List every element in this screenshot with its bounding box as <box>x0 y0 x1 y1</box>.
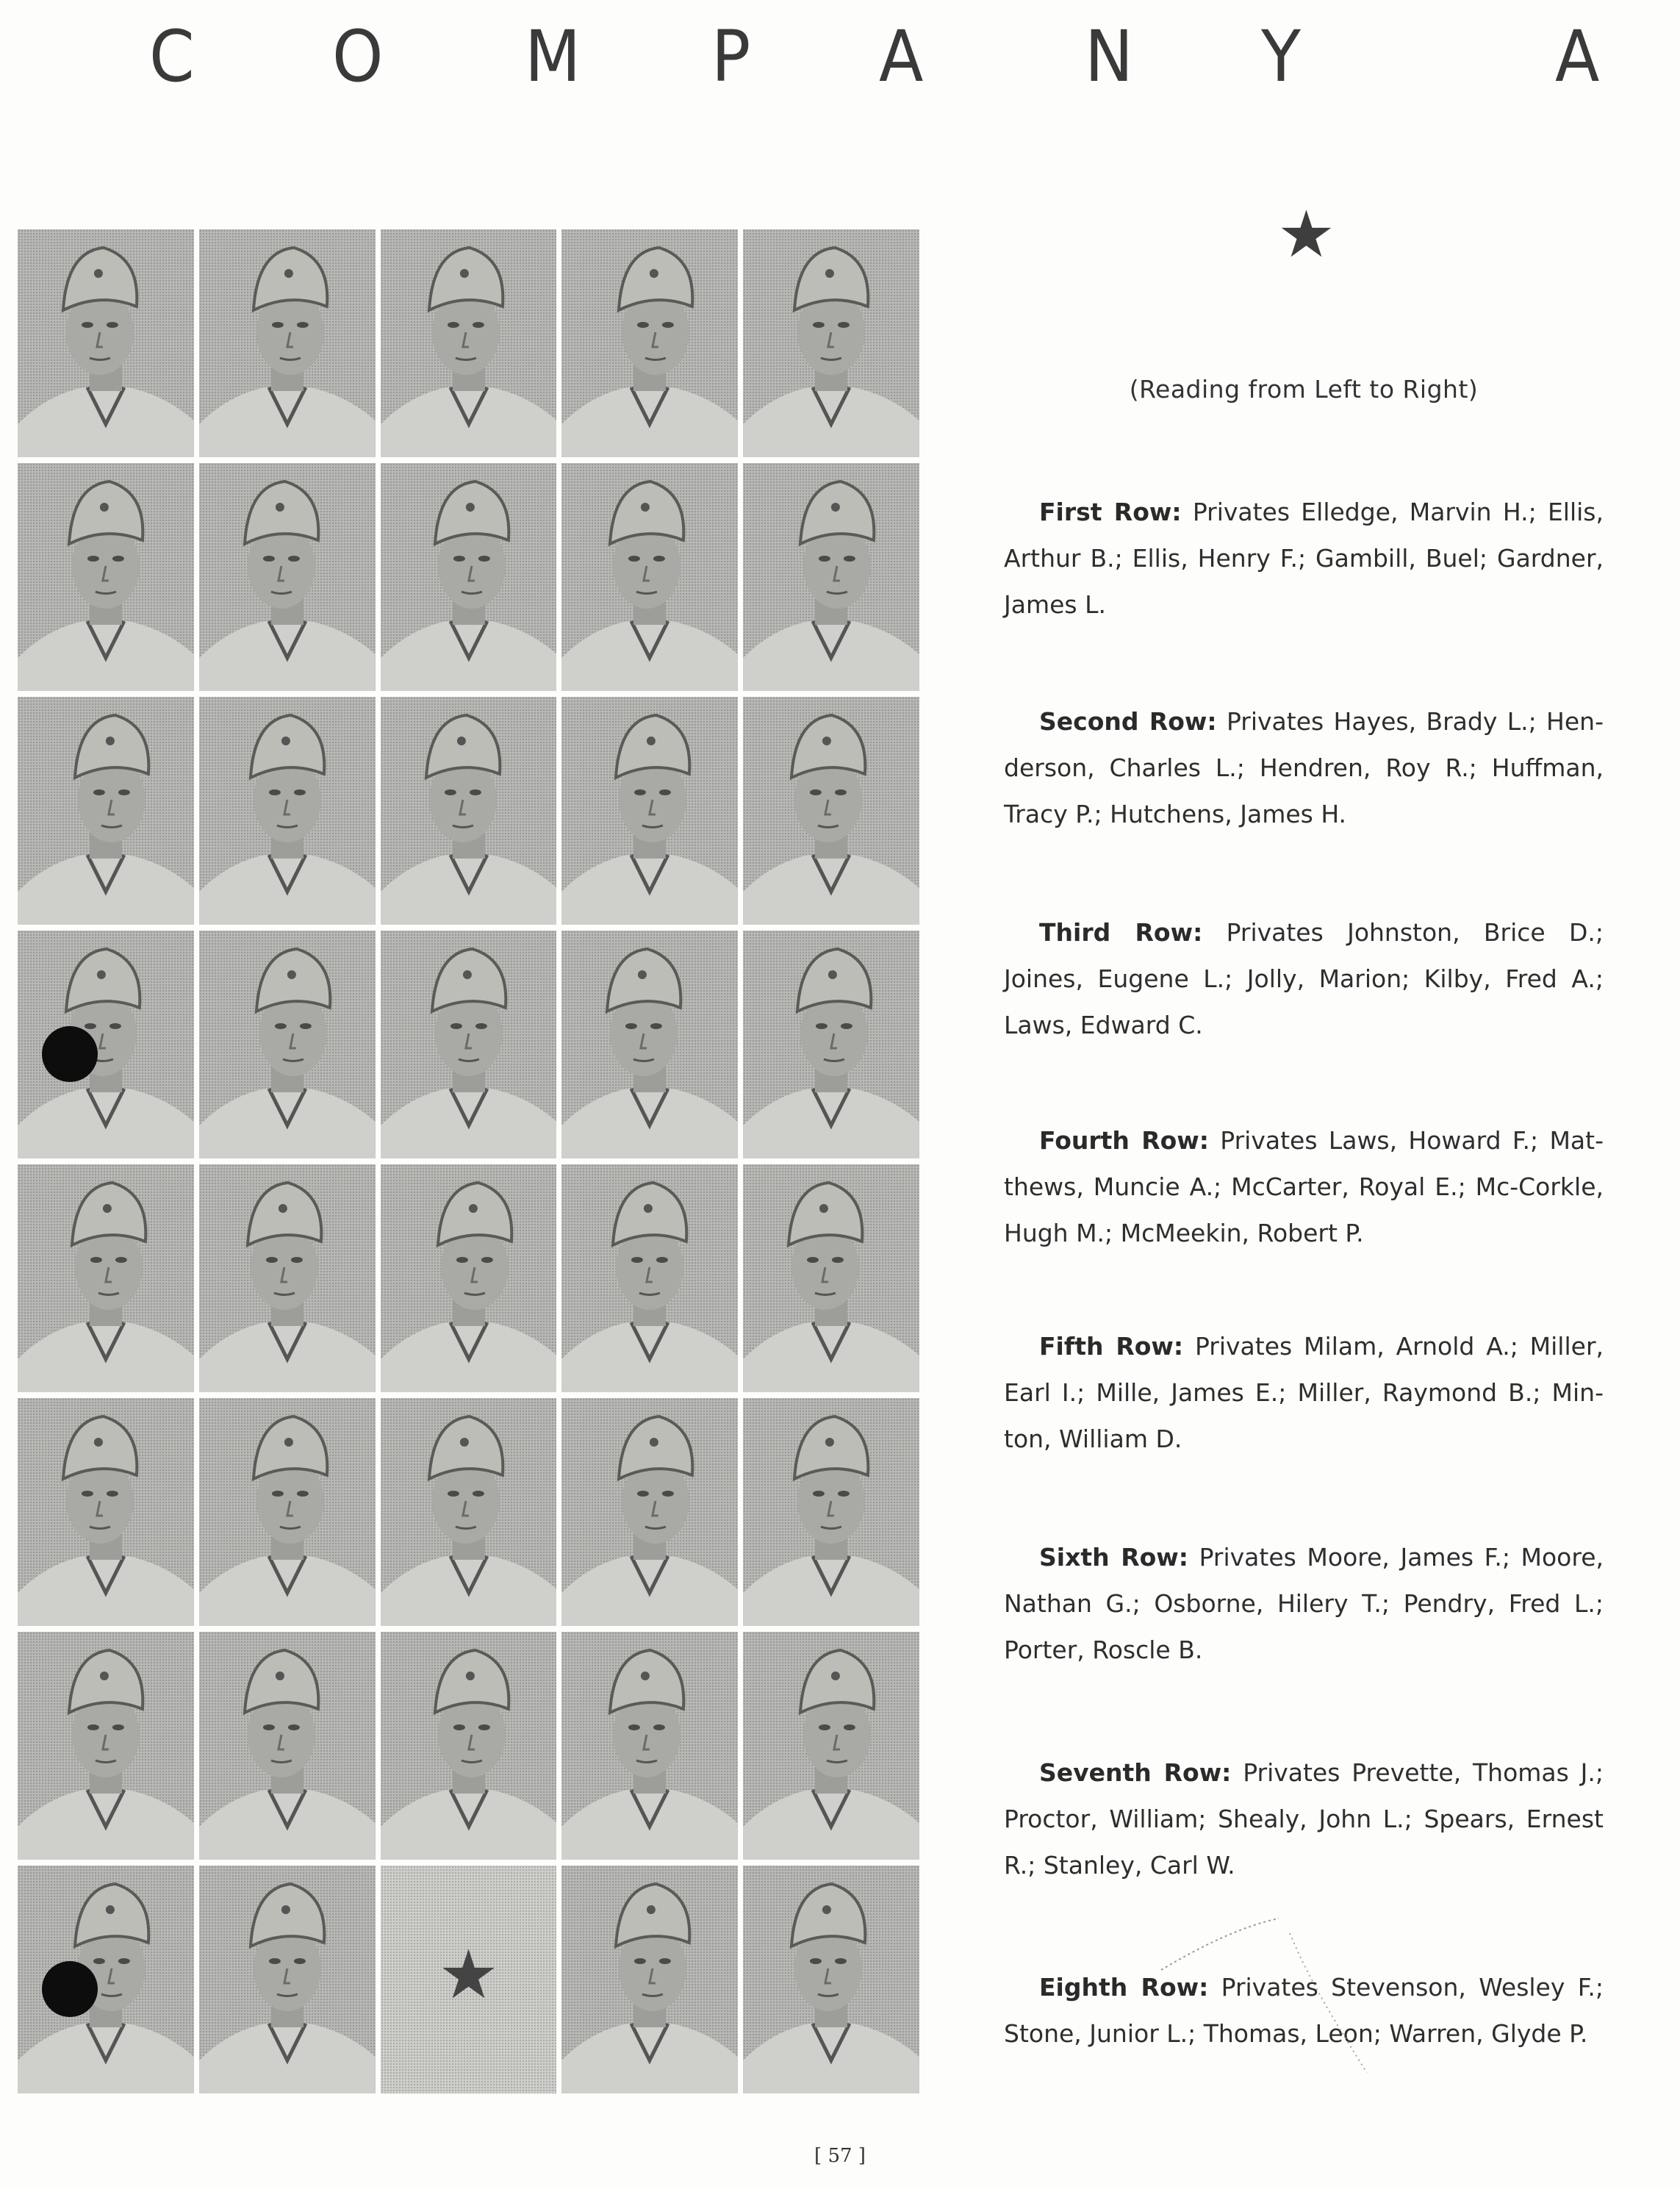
soldier-portrait-icon <box>199 697 376 925</box>
portrait-photo <box>199 229 376 457</box>
soldier-portrait-icon <box>199 931 376 1158</box>
title-letter: N <box>1085 15 1134 98</box>
portrait-photo <box>381 697 557 925</box>
row-label: Fifth Row: <box>1039 1332 1184 1361</box>
soldier-portrait-icon <box>561 697 738 925</box>
soldier-portrait-icon <box>381 1398 557 1626</box>
page-number: [ 57 ] <box>814 2145 866 2167</box>
soldier-portrait-icon <box>199 1632 376 1860</box>
portrait-photo <box>561 1164 738 1392</box>
star-icon: ★ <box>1277 196 1335 272</box>
portrait-photo <box>743 697 919 925</box>
portrait-photo <box>18 229 194 457</box>
black-dot-mark <box>42 1961 98 2017</box>
row-label: Third Row: <box>1039 918 1203 947</box>
soldier-portrait-icon <box>18 229 194 457</box>
soldier-portrait-icon <box>381 463 557 691</box>
row-label: Fourth Row: <box>1039 1126 1209 1155</box>
row-names: Privates Laws, Howard F.; Mat-thews, Muncie A.; McCarter, Royal E.; Mc-Corkle, Hugh M.; McMeekin, Robert P. <box>1004 1126 1604 1247</box>
caption-column <box>1004 0 1604 2189</box>
portrait-photo <box>18 1866 194 2093</box>
title-letter: A <box>879 15 924 98</box>
soldier-portrait-icon <box>561 1632 738 1860</box>
soldier-portrait-icon <box>18 697 194 925</box>
soldier-portrait-icon <box>381 1164 557 1392</box>
portrait-photo <box>743 1866 919 2093</box>
title-letter: A <box>1555 15 1600 98</box>
row-caption-first <box>1004 489 1604 628</box>
soldier-portrait-icon <box>381 229 557 457</box>
soldier-portrait-icon <box>561 1398 738 1626</box>
soldier-portrait-icon <box>199 463 376 691</box>
portrait-photo <box>743 229 919 457</box>
portrait-photo <box>561 931 738 1158</box>
row-caption-eighth <box>1004 1964 1604 2057</box>
row-names: Privates Stevenson, Wesley F.; Stone, Junior L.; Thomas, Leon; Warren, Glyde P. <box>1004 1973 1604 2048</box>
soldier-portrait-icon <box>743 1164 919 1392</box>
portrait-photo <box>381 1164 557 1392</box>
portrait-photo <box>199 1866 376 2093</box>
soldier-portrait-icon <box>18 1398 194 1626</box>
portrait-photo <box>381 1398 557 1626</box>
soldier-portrait-icon <box>199 1164 376 1392</box>
row-label: Second Row: <box>1039 707 1217 736</box>
portrait-photo <box>18 1632 194 1860</box>
soldier-portrait-icon <box>199 1866 376 2093</box>
soldier-portrait-icon <box>18 463 194 691</box>
row-label: Sixth Row: <box>1039 1543 1188 1572</box>
row-caption-seventh <box>1004 1749 1604 1888</box>
soldier-portrait-icon <box>199 1398 376 1626</box>
portrait-photo <box>381 931 557 1158</box>
soldier-portrait-icon <box>743 931 919 1158</box>
soldier-portrait-icon <box>561 463 738 691</box>
row-names: Privates Johnston, Brice D.; Joines, Eugene L.; Jolly, Marion; Kilby, Fred A.; Laws, Edward C. <box>1004 918 1604 1039</box>
soldier-portrait-icon <box>743 229 919 457</box>
row-names: Privates Milam, Arnold A.; Miller, Earl I.; Mille, James E.; Miller, Raymond B.; Min-ton, William D. <box>1004 1332 1604 1453</box>
portrait-photo <box>199 1398 376 1626</box>
portrait-photo <box>199 1632 376 1860</box>
portrait-photo <box>199 931 376 1158</box>
portrait-photo <box>561 463 738 691</box>
title-letter: M <box>525 15 581 98</box>
soldier-portrait-icon <box>743 697 919 925</box>
row-names: Privates Hayes, Brady L.; Hen-derson, Charles L.; Hendren, Roy R.; Huffman, Tracy P.; Hutchens, James H. <box>1004 707 1604 828</box>
row-caption-third <box>1004 909 1604 1048</box>
row-caption-fifth <box>1004 1323 1604 1462</box>
soldier-portrait-icon <box>561 1164 738 1392</box>
reading-note: (Reading from Left to Right) <box>1129 375 1479 404</box>
portrait-photo <box>381 463 557 691</box>
portrait-photo <box>18 697 194 925</box>
portrait-photo <box>561 1866 738 2093</box>
soldier-portrait-icon <box>561 1866 738 2093</box>
row-caption-sixth <box>1004 1534 1604 1673</box>
portrait-photo <box>561 697 738 925</box>
portrait-photo <box>561 229 738 457</box>
soldier-portrait-icon <box>381 697 557 925</box>
title-letter: O <box>332 15 384 98</box>
portrait-photo <box>743 463 919 691</box>
soldier-portrait-icon <box>561 229 738 457</box>
row-names: Privates Moore, James F.; Moore, Nathan G.; Osborne, Hilery T.; Pendry, Fred L.; Porter, Roscle B. <box>1004 1543 1604 1664</box>
portrait-photo <box>561 1632 738 1860</box>
portrait-grid <box>18 229 919 2093</box>
soldier-portrait-icon <box>743 1398 919 1626</box>
portrait-photo <box>18 1164 194 1392</box>
portrait-photo <box>18 1398 194 1626</box>
portrait-photo <box>199 1164 376 1392</box>
portrait-photo <box>743 1164 919 1392</box>
soldier-portrait-icon <box>18 1632 194 1860</box>
black-dot-mark <box>42 1026 98 1082</box>
soldier-portrait-icon <box>18 1164 194 1392</box>
soldier-portrait-icon <box>743 1866 919 2093</box>
soldier-portrait-icon <box>743 1632 919 1860</box>
portrait-photo <box>381 1632 557 1860</box>
title-letter: Y <box>1261 15 1301 98</box>
portrait-photo <box>561 1398 738 1626</box>
row-caption-fourth <box>1004 1117 1604 1256</box>
soldier-portrait-icon <box>199 229 376 457</box>
row-label: First Row: <box>1039 498 1182 526</box>
row-label: Eighth Row: <box>1039 1973 1209 2002</box>
portrait-photo <box>743 1632 919 1860</box>
row-names: Privates Elledge, Marvin H.; Ellis, Arthur B.; Ellis, Henry F.; Gambill, Buel; Gardner, James L. <box>1004 498 1604 619</box>
row-caption-second <box>1004 698 1604 837</box>
soldier-portrait-icon <box>743 463 919 691</box>
title-letter: P <box>711 15 751 98</box>
portrait-photo <box>18 931 194 1158</box>
portrait-photo <box>199 697 376 925</box>
portrait-photo <box>381 229 557 457</box>
soldier-portrait-icon <box>561 931 738 1158</box>
portrait-photo <box>199 463 376 691</box>
portrait-photo <box>18 463 194 691</box>
title-letter: C <box>149 15 195 98</box>
soldier-portrait-icon <box>381 931 557 1158</box>
star-placeholder-cell <box>381 1866 557 2093</box>
portrait-photo <box>743 931 919 1158</box>
row-names: Privates Prevette, Thomas J.; Proctor, William; Shealy, John L.; Spears, Ernest R.; Stanley, Carl W. <box>1004 1758 1604 1880</box>
soldier-portrait-icon <box>381 1632 557 1860</box>
star-icon: ★ <box>438 1935 499 2014</box>
row-label: Seventh Row: <box>1039 1758 1232 1787</box>
portrait-photo <box>743 1398 919 1626</box>
